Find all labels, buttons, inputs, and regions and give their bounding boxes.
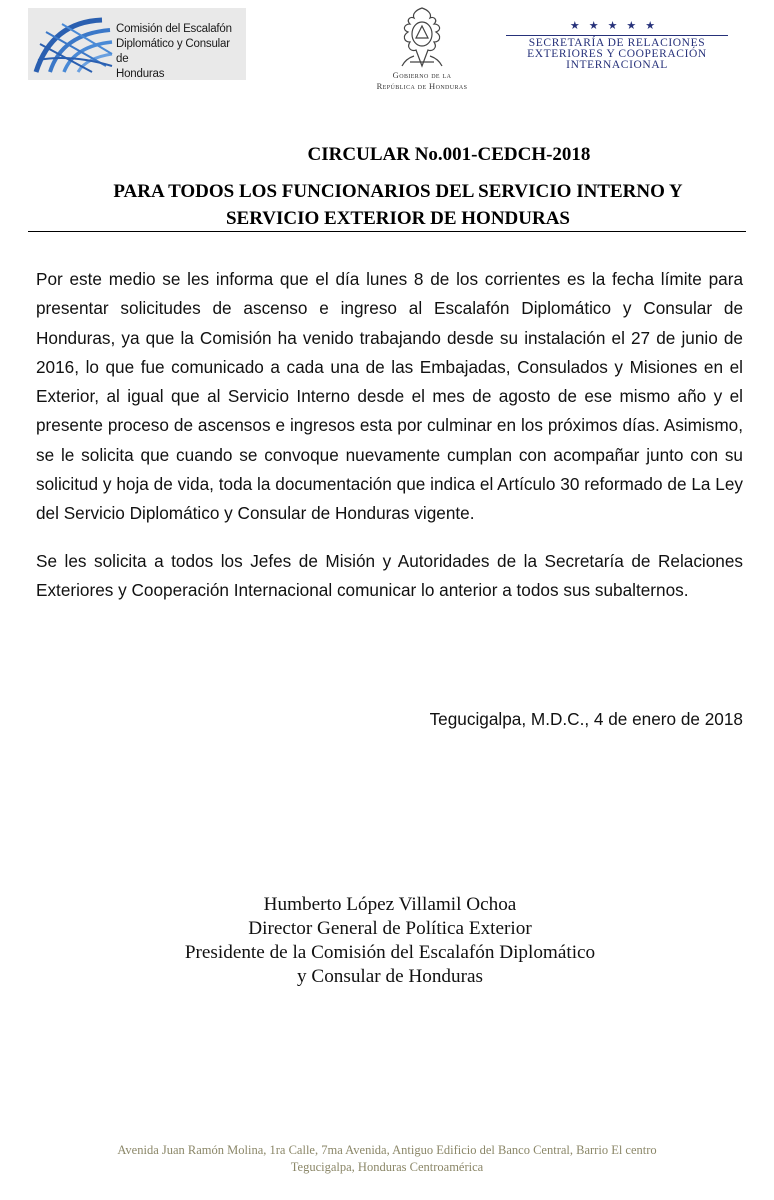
signer-title-2: Presidente de la Comisión del Escalafón Diplomático (184, 942, 596, 963)
coat-of-arms-icon (390, 4, 454, 70)
footer-line-1: Avenida Juan Ramón Molina, 1ra Calle, 7ma Avenida, Antiguo Edificio del Banco Central, Barrio El centro (117, 1143, 657, 1157)
addressee-line-1: PARA TODOS LOS FUNCIONARIOS DEL SERVICIO INTERNO Y (113, 181, 683, 202)
letter-body (36, 265, 743, 623)
body-paragraph-2: Se les solicita a todos los Jefes de Misión y Autoridades de la Secretaría de Relaciones Exteriores y Cooperación Internacional comunicar lo anterior a todos sus subalternos. (36, 550, 743, 600)
signer-title-3: y Consular de Honduras (297, 966, 483, 987)
right-logo-line-1: SECRETARÍA DE RELACIONES (528, 37, 706, 49)
right-logo-line-3: INTERNACIONAL (566, 59, 668, 71)
signer-name: Humberto López Villamil Ochoa (263, 894, 517, 915)
globe-arcs-icon (32, 14, 116, 74)
place-date: Tegucigalpa, M.D.C., 4 de enero de 2018 (429, 709, 743, 729)
right-logo-line-2: EXTERIORES Y COOPERACIÓN (527, 48, 707, 60)
signature-block (100, 893, 680, 989)
government-seal (362, 4, 482, 96)
star-icon: ★★★★★ (569, 20, 665, 32)
letterhead (0, 0, 774, 100)
seal-caption-line-2: República de Honduras (376, 81, 468, 91)
circular-number: CIRCULAR No.001-CEDCH-2018 (307, 144, 591, 165)
cedch-logo (28, 8, 246, 80)
sre-logo (506, 20, 728, 90)
body-paragraph-1: Por este medio se les informa que el día lunes 8 de los corrientes es la fecha límite para presentar solicitudes de ascenso e ingreso al Escalafón Diplomático y Consular de Honduras, ya que la Comisión ha venido trabajando desde su instalación el 27 de junio de 2016, lo que fue comunicado a cada una de las Embajadas, Consulados y Misiones en el Exterior, al igual que al Servicio Interno desde el mes de agosto de ese mismo año y el presente proceso de ascensos e ingresos esta por culminar en los próximos días. Asimismo, se le solicita que cuando se convoque nuevamente cumplan con acompañar junto con su solicitud y hoja de vida, toda la documentación que indica el Artículo 30 reformado de La Ley del Servicio Diplomático y Consular de Honduras vigente. (36, 269, 743, 524)
logo-divider (506, 35, 728, 36)
left-logo-line-1: Comisión del Escalafón (116, 23, 232, 35)
left-logo-line-3: Honduras (116, 68, 165, 80)
left-logo-line-2: Diplomático y Consular de (116, 38, 230, 65)
seal-caption-line-1: Gobierno de la (392, 70, 452, 80)
addressee-line-2: SERVICIO EXTERIOR DE HONDURAS (225, 208, 571, 229)
addressee-heading (28, 178, 768, 232)
footer-line-2: Tegucigalpa, Honduras Centroamérica (290, 1160, 484, 1174)
signer-title-1: Director General de Política Exterior (248, 918, 532, 939)
footer-address (0, 1142, 774, 1176)
title-rule (28, 231, 746, 232)
